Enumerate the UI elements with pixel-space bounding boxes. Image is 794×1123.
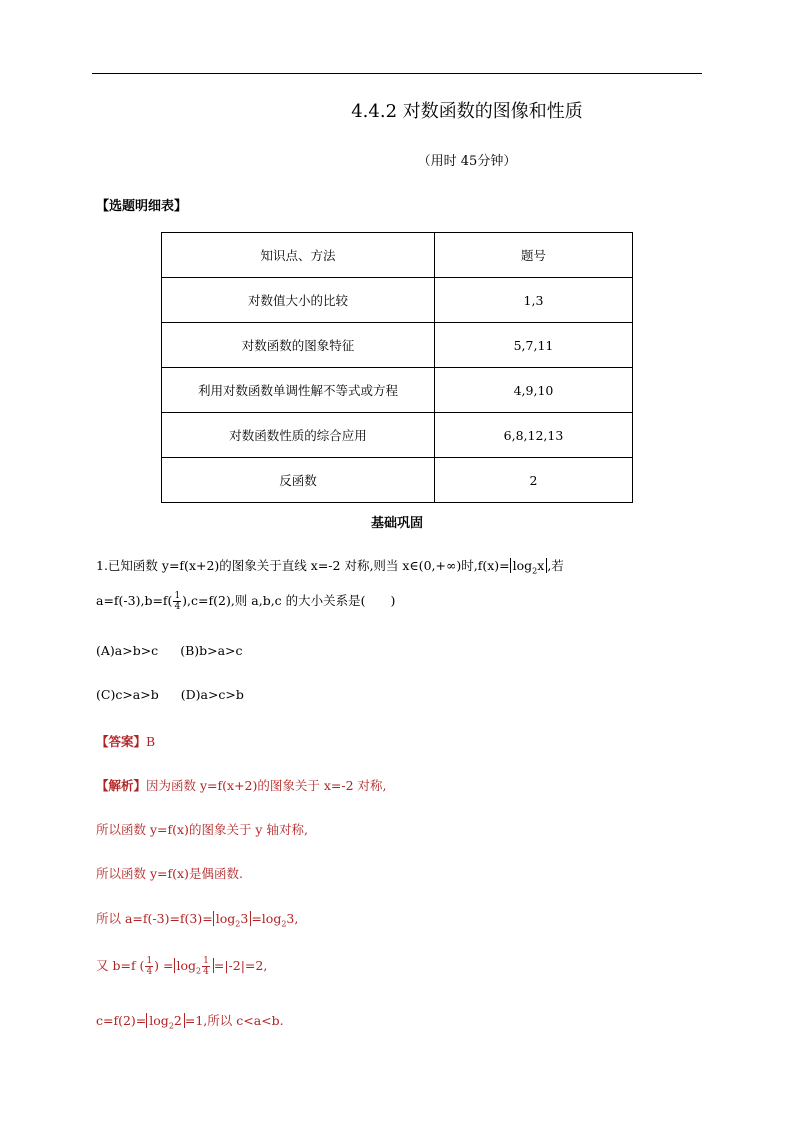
section-heading-basic: 基础巩固 (370, 516, 423, 531)
time-note: （用时 45分钟） (417, 154, 517, 169)
log-text: log (176, 958, 197, 973)
table-row (162, 413, 633, 458)
table-row (162, 278, 633, 323)
table-cell: 反函数 (162, 458, 435, 503)
header-rule (92, 73, 702, 74)
log-arg: 2 (173, 1013, 182, 1028)
analysis-line-6 (96, 1011, 284, 1031)
analysis-text: =|-2|=2, (213, 958, 268, 973)
analysis-text: =1,所以 c<a<b. (184, 1013, 284, 1028)
option-a: (A)a>b>c (96, 643, 159, 658)
analysis-text: ) = (154, 958, 174, 973)
log-base: 2 (281, 919, 287, 929)
table-cell: 2 (435, 458, 633, 503)
question-text: 1.已知函数 y=f(x+2)的图象关于直线 x=-2 对称,则当 x∈(0,+∞)时,f(x)= (96, 558, 510, 573)
log-base: 2 (196, 966, 202, 976)
table-header-cell: 知识点、方法 (162, 233, 435, 278)
log-text: log (149, 1013, 169, 1028)
analysis-text: =log (251, 911, 282, 926)
topic-table (161, 232, 633, 503)
log-text: log (215, 911, 236, 926)
answer-label: 【答案】 (96, 734, 147, 749)
log-text: log (512, 558, 533, 573)
fraction-numerator: 1 (203, 956, 209, 966)
table-cell: 4,9,10 (435, 368, 633, 413)
abs-expression (213, 911, 252, 929)
options-row-2 (96, 687, 244, 702)
answer-value: B (146, 734, 156, 749)
abs-expression (510, 558, 548, 576)
table-cell: 1,3 (435, 278, 633, 323)
fraction (173, 591, 181, 612)
table-cell: 对数值大小的比较 (162, 278, 435, 323)
table-cell: 利用对数函数单调性解不等式或方程 (162, 368, 435, 413)
table-cell: 5,7,11 (435, 323, 633, 368)
table-row (162, 368, 633, 413)
analysis-line-3: 所以函数 y=f(x)是偶函数. (96, 866, 243, 881)
log-base: 2 (235, 919, 241, 929)
log-base: 2 (532, 566, 538, 576)
analysis-line-4 (96, 909, 298, 929)
section-label: 【选题明细表】 (96, 199, 188, 214)
option-c: (C)c>a>b (96, 687, 159, 702)
analysis-text: 3, (286, 911, 299, 926)
log-arg: 3 (240, 911, 249, 926)
fraction-numerator: 1 (146, 956, 153, 966)
fraction-numerator: 1 (174, 591, 181, 601)
analysis-text: 因为函数 y=f(x+2)的图象关于 x=-2 对称, (146, 778, 387, 793)
question-text: a=f(-3),b=f( (96, 593, 173, 608)
fraction-denominator: 4 (174, 602, 181, 612)
abs-expression (146, 1013, 185, 1031)
table-cell: 对数函数性质的综合应用 (162, 413, 435, 458)
table-row (162, 323, 633, 368)
fraction-denominator: 4 (203, 967, 209, 977)
log-base: 2 (168, 1021, 174, 1031)
analysis-text: c=f(2)= (96, 1013, 147, 1028)
table-row (162, 458, 633, 503)
page-title: 4.4.2 对数函数的图像和性质 (351, 101, 583, 122)
analysis-label: 【解析】 (96, 778, 147, 793)
analysis-line-5 (96, 956, 267, 977)
analysis-line-2: 所以函数 y=f(x)的图象关于 y 轴对称, (96, 822, 308, 837)
analysis-text: 所以 a=f(-3)=f(3)= (96, 911, 213, 926)
option-d: (D)a>c>b (180, 687, 244, 702)
fraction (202, 956, 210, 977)
log-arg: x (537, 558, 545, 573)
table-cell: 6,8,12,13 (435, 413, 633, 458)
question-text: ),c=f(2),则 a,b,c 的大小关系是( ) (182, 593, 396, 608)
abs-expression (174, 956, 214, 977)
table-header-cell: 题号 (435, 233, 633, 278)
analysis-text: 又 b=f ( (96, 958, 145, 973)
question-1-line-1 (96, 556, 564, 576)
answer-line (96, 732, 155, 750)
question-1-line-2 (96, 591, 395, 612)
fraction-denominator: 4 (146, 967, 153, 977)
question-text: ,若 (547, 558, 564, 573)
fraction (145, 956, 153, 977)
analysis-line-1 (96, 776, 387, 794)
option-b: (B)b>a>c (180, 643, 243, 658)
table-cell: 对数函数的图象特征 (162, 323, 435, 368)
options-row-1 (96, 643, 243, 658)
table-header-row (162, 233, 633, 278)
